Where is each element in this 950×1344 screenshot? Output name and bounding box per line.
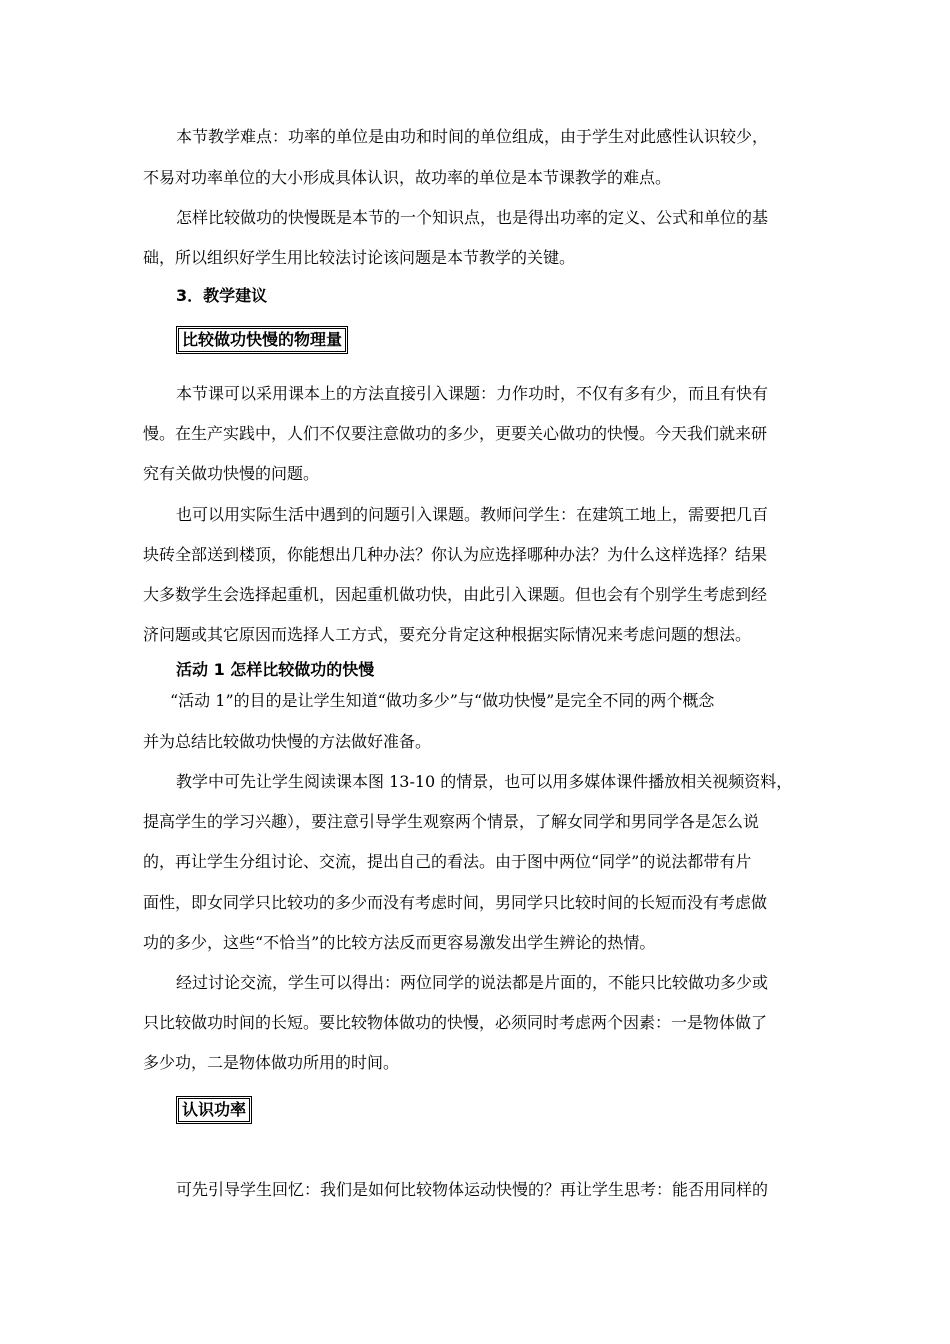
- paragraph-alt-intro-line-1: 也可以用实际生活中遇到的问题引入课题。教师问学生：在建筑工地上，需要把几百: [176, 505, 769, 524]
- paragraph-alt-intro-line-4: 济问题或其它原因而选择人工方式，要充分肯定这种根据实际情况来考虑问题的想法。: [143, 625, 752, 644]
- paragraph-conclusion-line-2: 只比较做功时间的长短。要比较物体做功的快慢，必须同时考虑两个因素：一是物体做了: [143, 1013, 768, 1032]
- paragraph-conclusion-line-1: 经过讨论交流，学生可以得出：两位同学的说法都是片面的，不能只比较做功多少或: [176, 973, 769, 992]
- boxed-heading-work-rate-quantity: 比较做功快慢的物理量: [176, 326, 348, 354]
- paragraph-teaching-line-5: 功的多少，这些“不恰当”的比较方法反而更容易激发出学生辨论的热情。: [143, 933, 656, 952]
- paragraph-alt-intro-line-3: 大多数学生会选择起重机，因起重机做功快，由此引入课题。但也会有个别学生考虑到经: [143, 585, 768, 604]
- paragraph-teaching-line-3: 的，再让学生分组讨论、交流，提出自己的看法。由于图中两位“同学”的说法都带有片: [143, 852, 752, 871]
- paragraph-intro-line-2: 慢。在生产实践中，人们不仅要注意做功的多少，更要关心做功的快慢。今天我们就来研: [143, 424, 768, 443]
- paragraph-intro-line-3: 究有关做功快慢的问题。: [143, 464, 320, 483]
- paragraph-conclusion-line-3: 多少功，二是物体做功所用的时间。: [143, 1053, 400, 1072]
- paragraph-teaching-line-1: 教学中可先让学生阅读课本图 13-10 的情景，也可以用多媒体课件播放相关视频资料，: [176, 772, 793, 791]
- paragraph-intro-line-1: 本节课可以采用课本上的方法直接引入课题：力作功时，不仅有多有少，而且有快有: [176, 384, 769, 403]
- paragraph-key-line-1: 怎样比较做功的快慢既是本节的一个知识点，也是得出功率的定义、公式和单位的基: [176, 208, 769, 227]
- section-heading-teaching-suggestions: 3．教学建议: [176, 286, 268, 305]
- paragraph-teaching-line-2: 提高学生的学习兴趣），要注意引导学生观察两个情景，了解女同学和男同学各是怎么说: [143, 812, 760, 831]
- paragraph-activity-purpose-line-2: 并为总结比较做功快慢的方法做好准备。: [143, 732, 432, 751]
- boxed-heading-understand-power: 认识功率: [176, 1096, 252, 1124]
- paragraph-activity-purpose-line-1: “活动 1”的目的是让学生知道“做功多少”与“做功快慢”是完全不同的两个概念: [170, 691, 715, 710]
- paragraph-alt-intro-line-2: 块砖全部送到楼顶，你能想出几种办法？你认为应选择哪种办法？为什么这样选择？结果: [143, 545, 768, 564]
- paragraph-difficulty-line-1: 本节教学难点：功率的单位是由功和时间的单位组成，由于学生对此感性认识较少，: [176, 127, 769, 146]
- activity-1-heading: 活动 1 怎样比较做功的快慢: [176, 660, 375, 679]
- paragraph-recall-line-1: 可先引导学生回忆：我们是如何比较物体运动快慢的？再让学生思考：能否用同样的: [176, 1180, 769, 1199]
- paragraph-key-line-2: 础，所以组织好学生用比较法讨论该问题是本节教学的关键。: [143, 248, 576, 267]
- paragraph-teaching-line-4: 面性，即女同学只比较功的多少而没有考虑时间，男同学只比较时间的长短而没有考虑做: [143, 893, 768, 912]
- paragraph-difficulty-line-2: 不易对功率单位的大小形成具体认识，故功率的单位是本节课教学的难点。: [143, 168, 672, 187]
